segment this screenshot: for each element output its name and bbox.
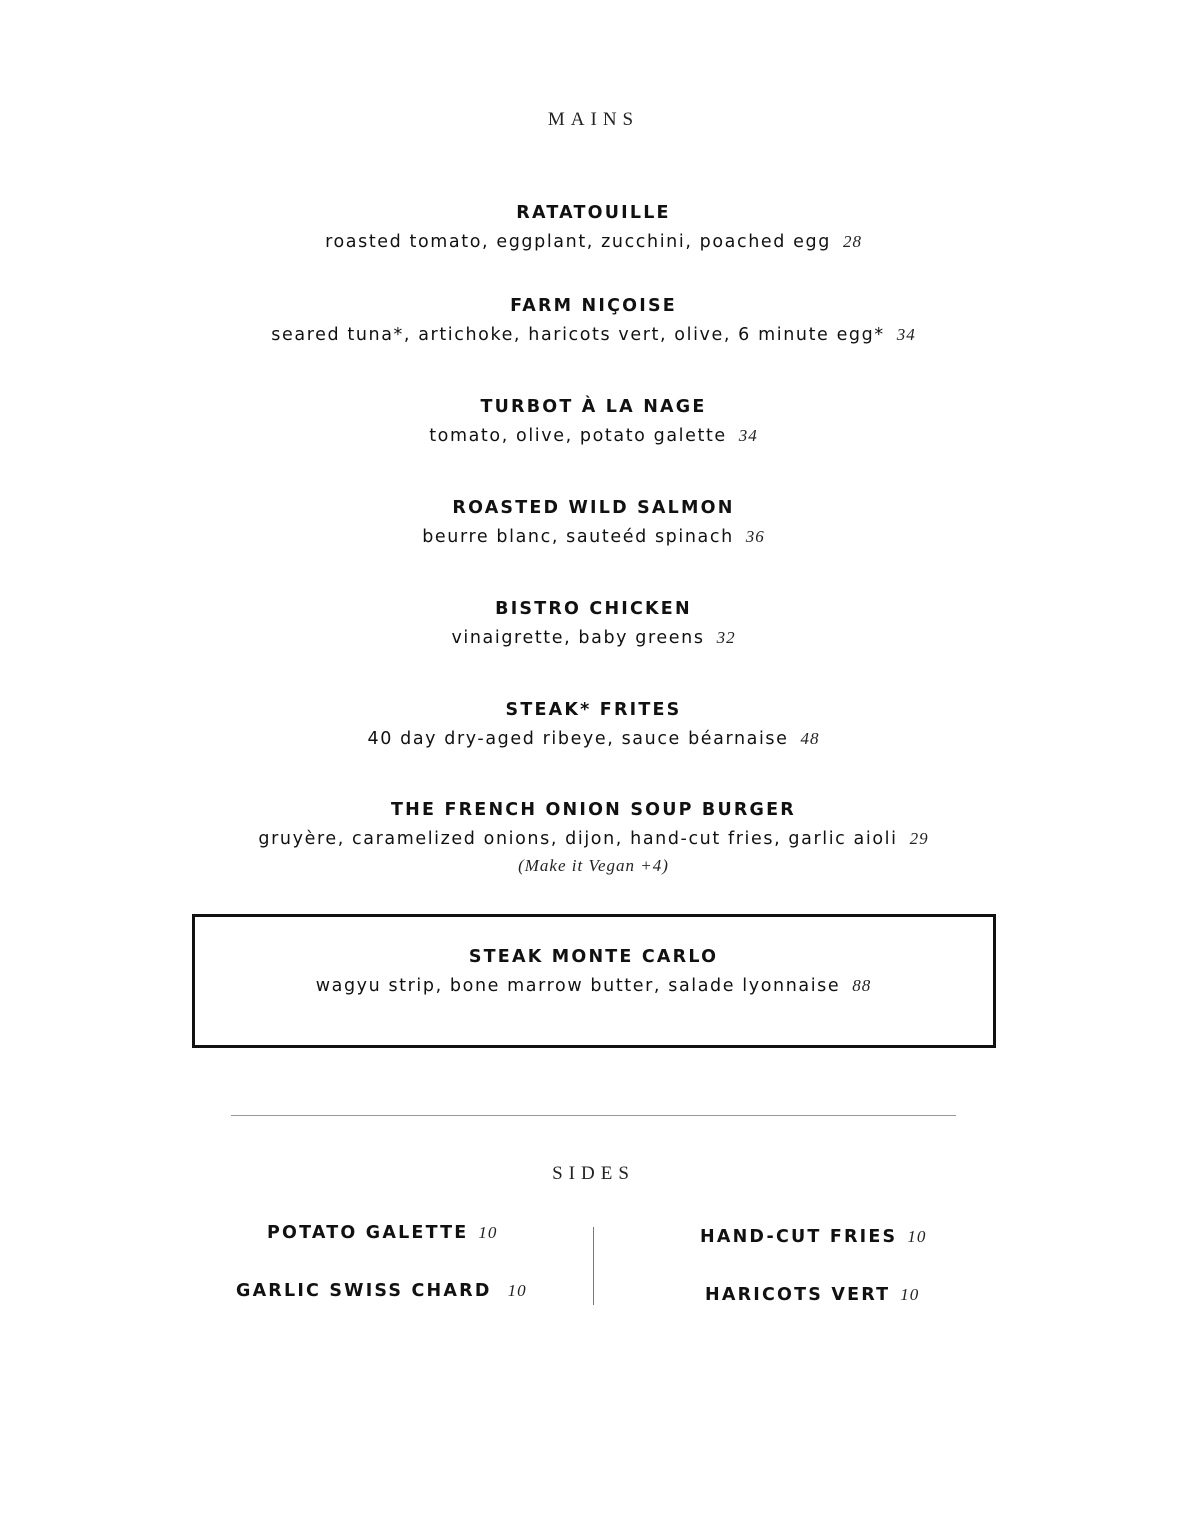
menu-item-onion-soup-burger (0, 799, 1187, 876)
menu-item-price: 32 (716, 628, 736, 647)
menu-item-turbot (0, 396, 1187, 447)
description-text: wagyu strip, bone marrow butter, salade lyonnaise (315, 976, 841, 996)
menu-item-steak-frites (0, 699, 1187, 750)
menu-item-description (0, 975, 1187, 997)
menu-item-name: ROASTED WILD SALMON (452, 498, 735, 518)
menu-item-name: TURBOT À LA NAGE (480, 397, 707, 417)
menu-item-price: 34 (896, 325, 916, 344)
menu-item-name: FARM NIÇOISE (510, 296, 677, 316)
menu-item-ratatouille (0, 202, 1187, 253)
description-text: 40 day dry-aged ribeye, sauce béarnaise (367, 729, 789, 749)
side-item-name: GARLIC SWISS CHARD (236, 1281, 492, 1301)
mains-section-title: MAINS (547, 109, 640, 130)
menu-item-description (0, 828, 1187, 850)
side-item-hand-cut-fries (700, 1226, 926, 1248)
menu-item-description (0, 425, 1187, 447)
menu-item-description (0, 526, 1187, 548)
description-text: beurre blanc, sauteéd spinach (422, 527, 734, 547)
side-item-price: 10 (907, 1227, 927, 1246)
menu-item-name: RATATOUILLE (516, 203, 671, 223)
menu-item-bistro-chicken (0, 598, 1187, 649)
menu-item-description (0, 627, 1187, 649)
side-item-garlic-swiss-chard (236, 1280, 527, 1302)
side-item-price: 10 (478, 1223, 498, 1242)
menu-item-price: 88 (852, 976, 872, 995)
menu-item-name: STEAK* FRITES (505, 700, 682, 720)
menu-item-wild-salmon (0, 497, 1187, 548)
description-text: tomato, olive, potato galette (429, 426, 727, 446)
side-item-haricots-vert (705, 1284, 919, 1306)
side-item-name: POTATO GALETTE (267, 1223, 469, 1243)
sides-column-divider (593, 1227, 594, 1305)
description-text: gruyère, caramelized onions, dijon, hand-cut fries, garlic aioli (258, 829, 898, 849)
menu-item-price: 29 (909, 829, 929, 848)
description-text: vinaigrette, baby greens (451, 628, 705, 648)
description-text: roasted tomato, eggplant, zucchini, poached egg (325, 232, 831, 252)
menu-item-note: (Make it Vegan +4) (518, 856, 669, 875)
menu-item-steak-monte-carlo (0, 946, 1187, 997)
section-divider (231, 1115, 956, 1116)
side-item-price: 10 (507, 1281, 527, 1300)
menu-item-price: 48 (800, 729, 820, 748)
menu-item-name: STEAK MONTE CARLO (468, 947, 719, 967)
side-item-name: HAND-CUT FRIES (700, 1227, 898, 1247)
side-item-name: HARICOTS VERT (705, 1285, 891, 1305)
menu-item-name: THE FRENCH ONION SOUP BURGER (391, 800, 796, 820)
menu-item-name: BISTRO CHICKEN (495, 599, 692, 619)
description-text: seared tuna*, artichoke, haricots vert, olive, 6 minute egg* (271, 325, 885, 345)
menu-item-price: 36 (745, 527, 765, 546)
menu-item-price: 34 (738, 426, 758, 445)
side-item-potato-galette (267, 1222, 497, 1244)
menu-item-description (0, 728, 1187, 750)
sides-section-title: SIDES (552, 1163, 635, 1184)
side-item-price: 10 (900, 1285, 920, 1304)
menu-item-price: 28 (842, 232, 862, 251)
menu-item-description (0, 324, 1187, 346)
menu-item-description (0, 231, 1187, 253)
menu-item-farm-nicoise (0, 295, 1187, 346)
